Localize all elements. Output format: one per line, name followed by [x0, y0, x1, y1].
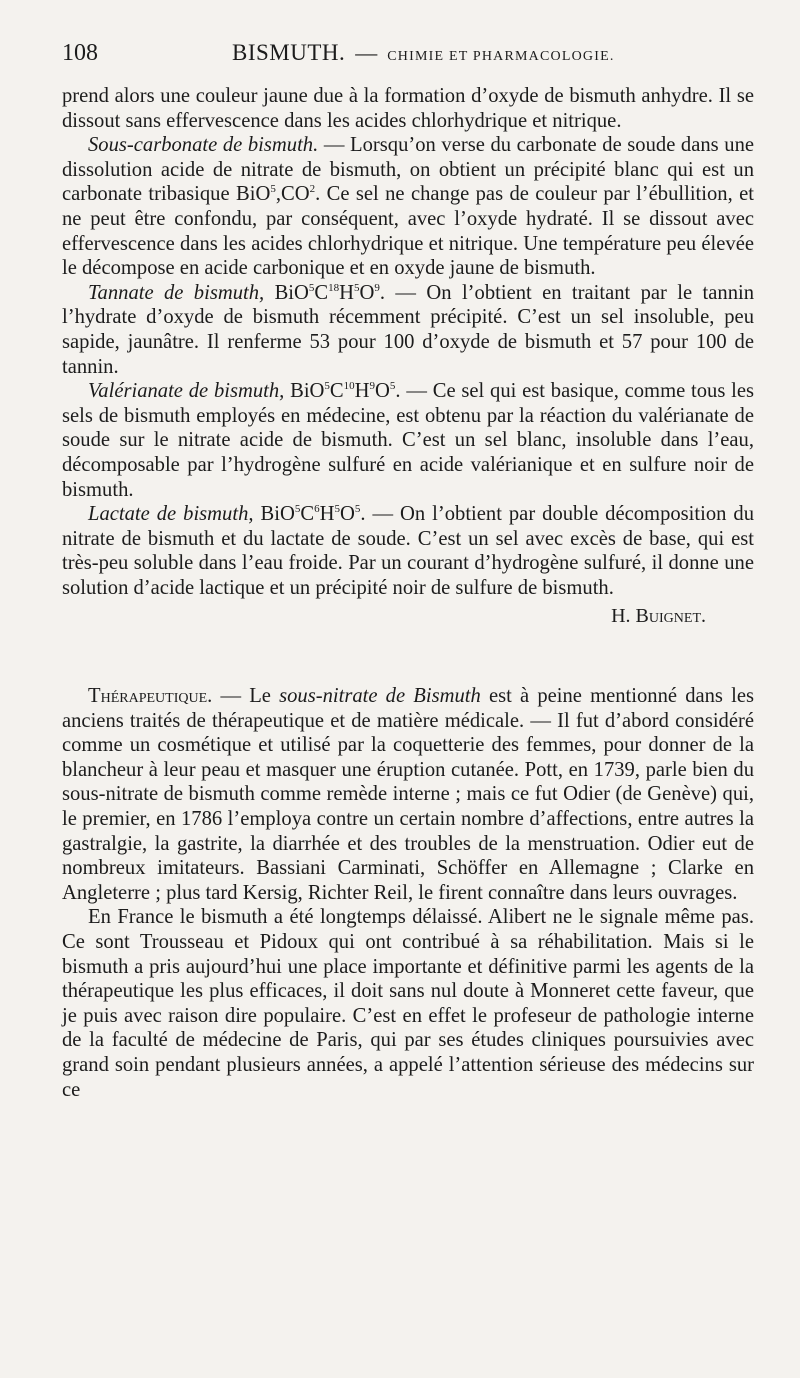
header-dash: — — [355, 40, 378, 65]
formula-part: O — [359, 281, 375, 304]
superscript: 5 — [354, 281, 360, 294]
superscript: 10 — [343, 380, 355, 393]
formula-part: H — [339, 281, 355, 304]
page-number: 108 — [62, 40, 98, 66]
superscript: 5 — [308, 281, 315, 294]
formula-part: BiO — [284, 380, 325, 403]
paragraph-therapeutique — [62, 684, 754, 905]
italic-term: sous-nitrate de Bismuth — [279, 685, 481, 708]
formula-part: BiO — [253, 503, 295, 526]
text-span: . — On l’obtient par double décomposition du nitrate de bismuth et du lactate de soude. C’est un sel avec excès de base, qui est très-peu soluble dans l’eau froide. Par un courant d’hydrogène sulfuré, il donne une solution d’acide lactique et un précipité noir de sulfure de bismuth. — [62, 503, 754, 599]
superscript: 18 — [328, 281, 340, 294]
formula-part: BiO — [264, 281, 309, 304]
entry-title-lactate: Lactate de bismuth, — [88, 503, 254, 526]
body-text — [62, 84, 754, 600]
text-span: . — Ce sel qui est basique, comme tous les sels de bismuth employés en médecine, est obtenu par la réaction du valérianate de soude sur le nitrate acide de bismuth. C’est un sel blanc, insoluble dans l’eau, décomposable par l’hydrogène sulfuré en acide valérianique et en sulfure noir de bismuth. — [62, 380, 754, 501]
author-signature: H. Buignet. — [611, 605, 706, 628]
superscript: 5 — [270, 183, 276, 196]
page-header — [62, 40, 754, 84]
formula-part: O — [339, 503, 355, 526]
formula-part: C — [314, 281, 329, 304]
therapeutics-text — [62, 684, 754, 1102]
superscript: 6 — [314, 503, 320, 516]
text-span: . — On l’obtient en traitant par le tannin l’hydrate d’oxyde de bismuth récemment précipité. C’est un sel insoluble, peu sapide, jaunâtre. Il renferme 53 pour 100 d’oxyde de bismuth et 57 pour 100 de tannin. — [62, 281, 755, 378]
section-gap — [62, 629, 754, 684]
formula-part: H — [319, 503, 335, 526]
paragraph-tannate — [62, 281, 754, 379]
entry-title-sous-carbonate: Sous-carbonate de bismuth. — [88, 134, 319, 157]
entry-title-valerianate: Valérianate de bismuth, — [88, 380, 285, 403]
section-title: CHIMIE ET PHARMACOLOGIE. — [387, 49, 615, 64]
superscript: 9 — [369, 380, 376, 393]
formula-part: C — [329, 380, 344, 403]
text-span: . Ce sel ne change pas de couleur par l’ébullition, et ne peut être confondu, par conséquent, avec l’oxyde hydraté. Il se dissout avec effervescence dans les acides chlorhydrique et nitrique. Une température peu élevée le décompose en acide carbonique et en oxyde jaune de bismuth. — [62, 183, 754, 280]
superscript: 5 — [389, 380, 396, 393]
entry-title-tannate: Tannate de bismuth, — [88, 281, 265, 304]
superscript: 5 — [324, 380, 330, 393]
paragraph-oxyde: prend alors une couleur jaune due à la formation d’oxyde de bismuth anhydre. Il se dissout sans effervescence dans les acides chlorhydrique et nitrique. — [62, 85, 754, 132]
paragraph-sous-carbonate — [62, 133, 754, 281]
text-span: est à peine mentionné dans les anciens traités de thérapeutique et de matière médicale. — Il fut d’abord considéré comme un cosmétique et utilisé par la coquetterie des femmes, pour donner de la blancheur à leur peau et masquer une éruption cutanée. Pott, en 1739, parle bien du sous-nitrate de bismuth comme remède interne ; mais ce fut Odier (de Genève) qui, le premier, en 1786 l’employa contre un certain nombre d’affections, entre autres la gastralgie, la gastrite, la diarrhée et des troubles de la menstruation. Odier eut de nombreux imitateurs. Bassiani Carminati, Schöffer en Allemagne ; Clarke en Angleterre ; plus tard Kersig, Richter Reil, le firent connaître dans leurs ouvrages. — [62, 685, 754, 904]
formula-part: O — [375, 380, 390, 403]
section-lead-therapeutique: Thérapeutique. — [88, 685, 213, 708]
superscript: 9 — [374, 281, 380, 294]
superscript: 5 — [354, 503, 361, 516]
superscript: 2 — [309, 183, 316, 196]
paragraph-lactate — [62, 502, 754, 600]
running-title: BISMUTH. — [232, 40, 346, 65]
text-span: — Le — [212, 685, 280, 708]
paragraph-valerianate — [62, 379, 754, 502]
superscript: 5 — [294, 503, 301, 516]
text-span: ,CO — [275, 183, 310, 206]
formula-part: C — [300, 503, 315, 526]
text-span: — Lorsqu’on verse du carbonate de soude dans une dissolution acide de nitrate de bismuth, on obtient un précipité blanc qui est un carbonate tribasique BiO — [62, 134, 755, 206]
formula-part: H — [354, 380, 370, 403]
superscript: 5 — [334, 503, 340, 516]
paragraph-france: En France le bismuth a été longtemps délaissé. Alibert ne le signale même pas. Ce sont Trousseau et Pidoux qui ont contribué à sa réhabilitation. Mais si le bismuth a pris aujourd’hui une place importante et définitive parmi les agents de la thérapeutique les plus efficaces, il doit sans nul doute à Monneret cette faveur, que je puis avec raison dire populaire. C’est en effet le profeseur de pathologie interne de la faculté de médecine de Paris, qui par ses études cliniques poursuivies avec grand soin pendant plusieurs années, a appelé l’attention sérieuse des médecins sur ce — [62, 906, 754, 1101]
